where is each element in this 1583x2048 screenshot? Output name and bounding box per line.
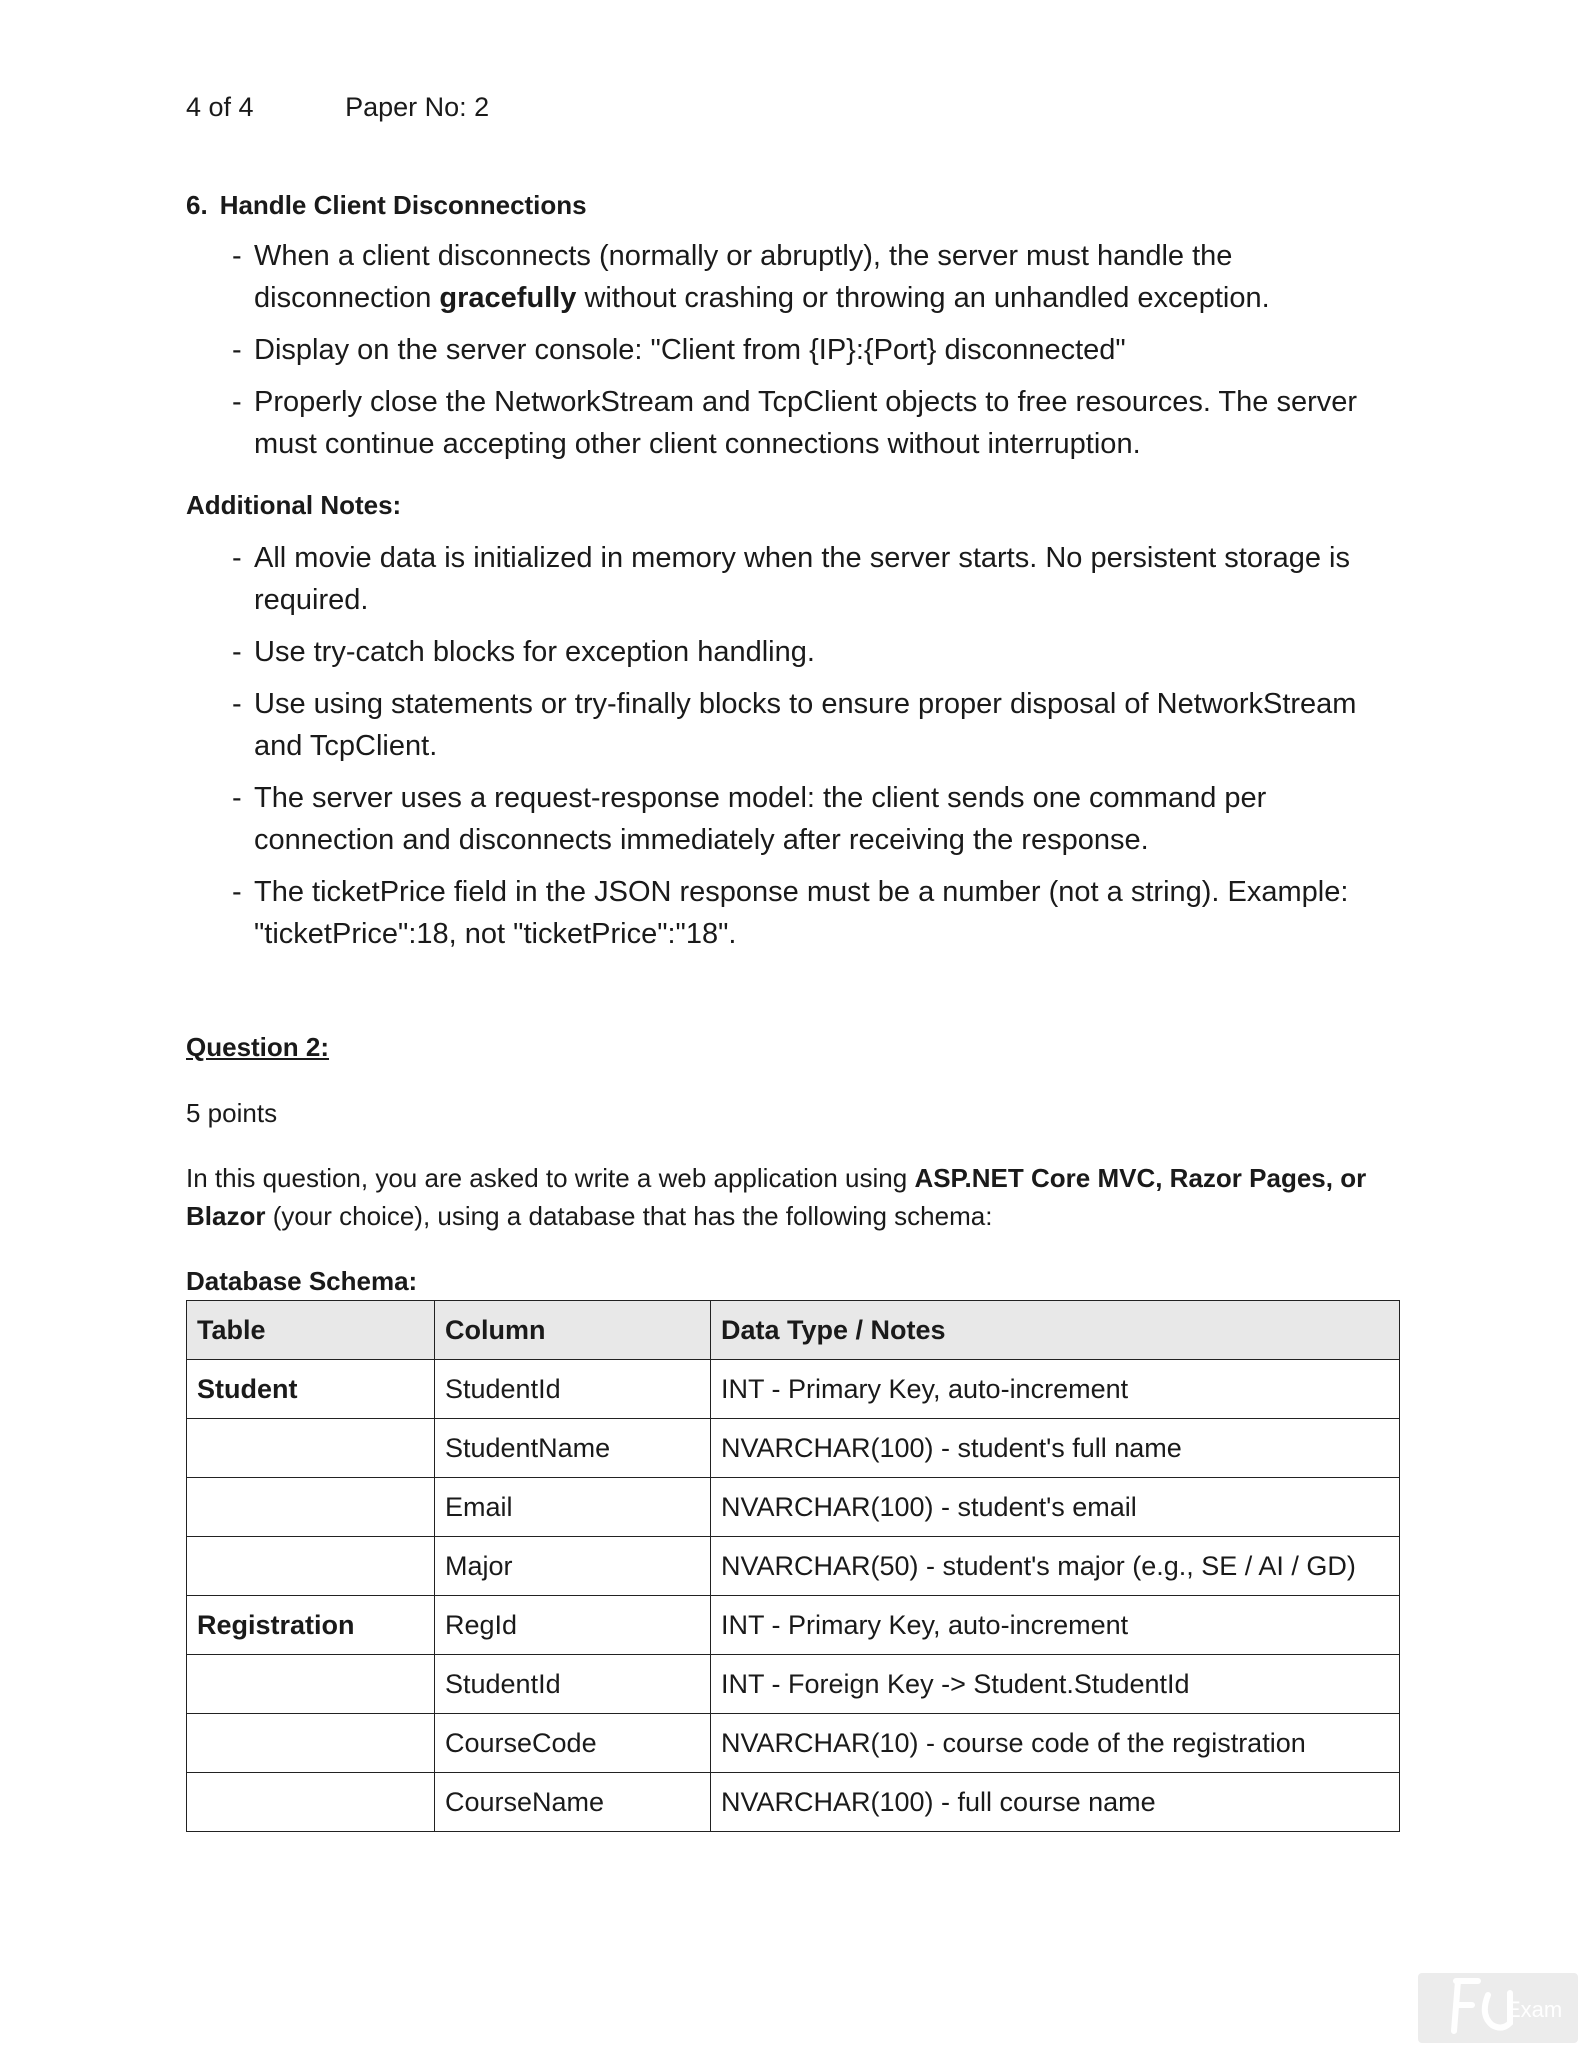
column-header: Table [187, 1301, 435, 1360]
table-cell [187, 1478, 435, 1537]
notes-bullets [186, 537, 1401, 955]
table-header-row [187, 1301, 1400, 1360]
schema-table [186, 1300, 1400, 1832]
bullet-item: - The ticketPrice field in the JSON response must be a number (not a string). Example: "ticketPrice":18, not "ticketPrice":"18". [232, 876, 1349, 950]
table-row [187, 1655, 1400, 1714]
document-body [186, 185, 1401, 1327]
table-cell [187, 1537, 435, 1596]
table-row [187, 1360, 1400, 1419]
table-cell: RegId [435, 1596, 711, 1655]
table-cell [187, 1655, 435, 1714]
question-2-heading: Question 2: [186, 1032, 330, 1062]
table-cell: StudentId [435, 1655, 711, 1714]
table-cell: StudentId [435, 1360, 711, 1419]
table-cell: Email [435, 1478, 711, 1537]
table-cell: NVARCHAR(10) - course code of the registration [711, 1714, 1400, 1773]
table-row [187, 1596, 1400, 1655]
table-cell: CourseName [435, 1773, 711, 1832]
fu-exam-logo-icon [1418, 1973, 1578, 2043]
table-cell [187, 1714, 435, 1773]
table-cell: CourseCode [435, 1714, 711, 1773]
logo-text: Exam [1506, 1997, 1563, 2022]
column-header: Data Type / Notes [711, 1301, 1400, 1360]
question-points: 5 points [186, 1098, 278, 1128]
column-header: Column [435, 1301, 711, 1360]
bullet-item: - Use using statements or try-finally blocks to ensure proper disposal of NetworkStream and TcpClient. [232, 688, 1357, 762]
paper-number: Paper No: 2 [345, 92, 490, 122]
additional-notes-heading: Additional Notes: [186, 490, 402, 520]
bullet-item: - Display on the server console: "Client from {IP}:{Port} disconnected" [232, 334, 1126, 366]
page-header [186, 92, 489, 123]
table-cell: Major [435, 1537, 711, 1596]
section-6-bullets [186, 235, 1401, 465]
bullet-item: - All movie data is initialized in memory when the server starts. No persistent storage is required. [232, 542, 1350, 616]
table-cell: NVARCHAR(100) - student's full name [711, 1419, 1400, 1478]
bullet-item: - Use try-catch blocks for exception handling. [232, 636, 815, 668]
table-cell: NVARCHAR(100) - student's email [711, 1478, 1400, 1537]
bullet-item: - When a client disconnects (normally or abruptly), the server must handle the disconnection gracefully without crashing or throwing an unhandled exception. [232, 240, 1270, 314]
table-row [187, 1714, 1400, 1773]
table-cell: StudentName [435, 1419, 711, 1478]
bold-text: ASP.NET Core MVC, Razor Pages, or Blazor [186, 1163, 1367, 1231]
table-row [187, 1773, 1400, 1832]
bold-text: gracefully [439, 282, 577, 314]
table-row [187, 1419, 1400, 1478]
table-cell: INT - Primary Key, auto-increment [711, 1596, 1400, 1655]
section-title: Handle Client Disconnections [219, 190, 587, 220]
section-6-heading [186, 185, 1401, 225]
table-cell [187, 1419, 435, 1478]
bullet-item: - Properly close the NetworkStream and TcpClient objects to free resources. The server must continue accepting other client connections without interruption. [232, 386, 1358, 460]
page-number: 4 of 4 [186, 92, 254, 122]
table-row [187, 1537, 1400, 1596]
question-intro: In this question, you are asked to write a web application using ASP.NET Core MVC, Razor Pages, or Blazor (your choice), using a database that has the following schema: [186, 1163, 1367, 1231]
table-cell: Student [187, 1360, 435, 1419]
table-cell [187, 1773, 435, 1832]
table-row [187, 1478, 1400, 1537]
schema-heading: Database Schema: [186, 1266, 418, 1296]
table-cell: NVARCHAR(50) - student's major (e.g., SE / AI / GD) [711, 1537, 1400, 1596]
section-number: 6. [186, 190, 208, 220]
table-cell: INT - Primary Key, auto-increment [711, 1360, 1400, 1419]
bullet-item: - The server uses a request-response model: the client sends one command per connection and disconnects immediately after receiving the response. [232, 782, 1267, 856]
table-cell: INT - Foreign Key -> Student.StudentId [711, 1655, 1400, 1714]
logo-graphic [1418, 1973, 1578, 2043]
table-cell: NVARCHAR(100) - full course name [711, 1773, 1400, 1832]
table-cell: Registration [187, 1596, 435, 1655]
